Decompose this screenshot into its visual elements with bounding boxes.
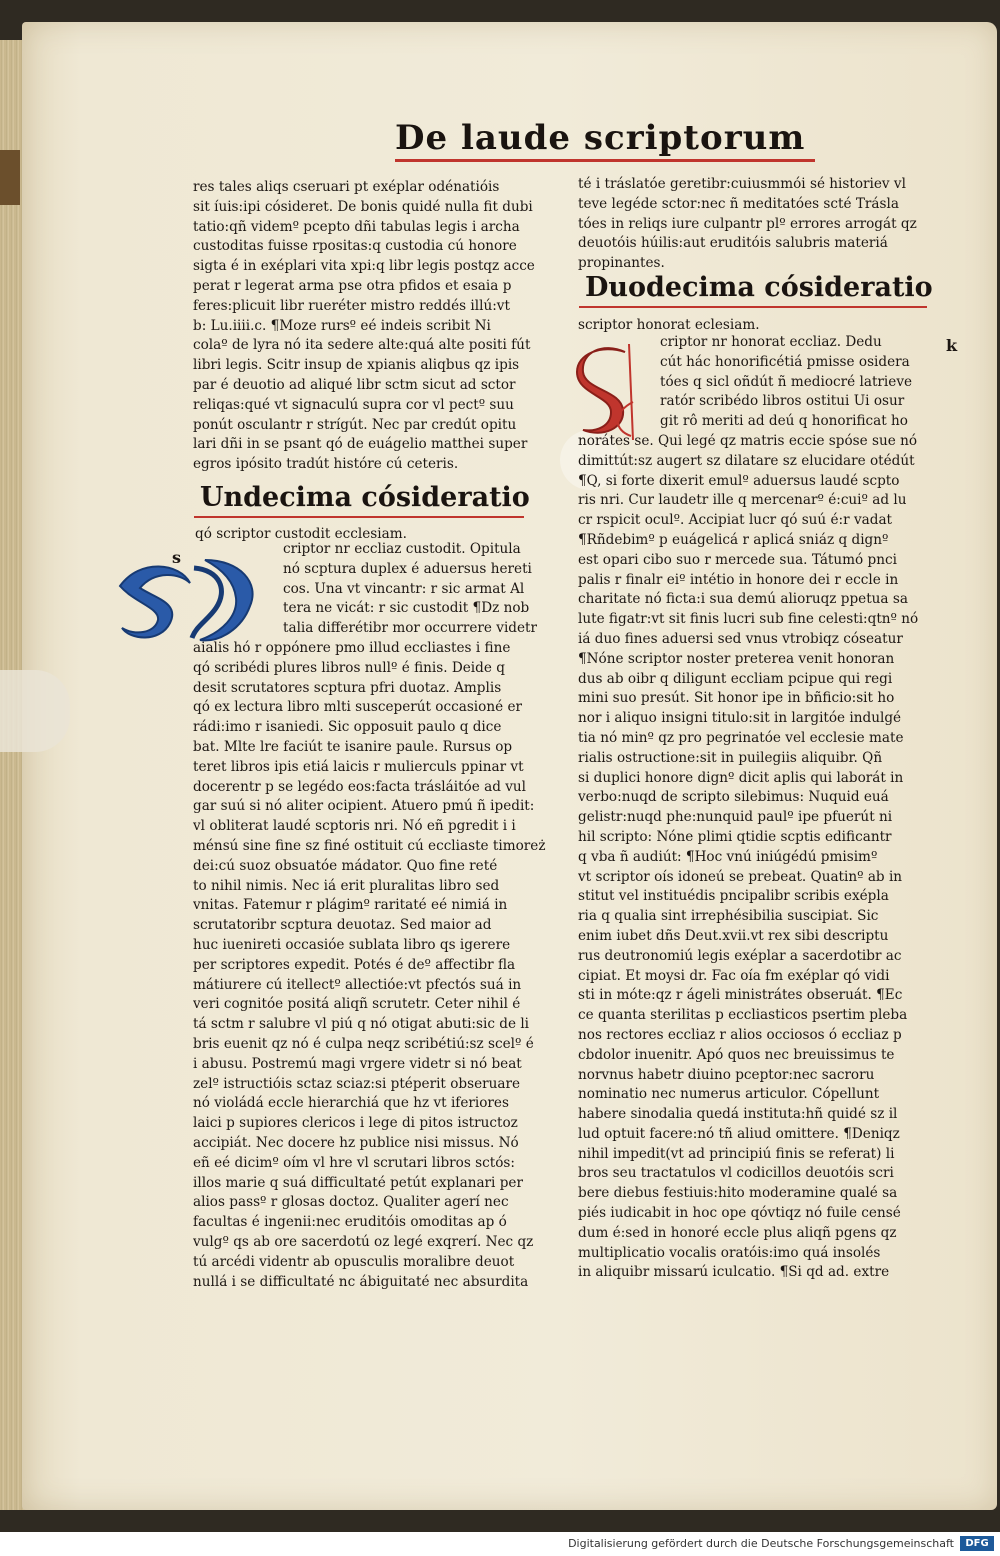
- dfg-logo-icon: DFG: [960, 1536, 994, 1551]
- text-line: illos marie q suá difficultaté petút explanari per: [193, 1174, 523, 1191]
- text-line: iá duo fines aduersi sed vnus vtrobiqz cóseatur: [578, 630, 903, 647]
- section-subtitle-text: scriptor honorat eclesiam.: [578, 317, 760, 333]
- text-line: accipiát. Nec docere hz publice nisi missus. Nó: [193, 1134, 519, 1151]
- decorated-initial-S-blue-icon: [110, 548, 270, 648]
- text-line: criptor nr eccliaz custodit. Opitula: [283, 541, 521, 557]
- text-line: nihil impedit(vt ad principiú finis se referat) li: [578, 1145, 895, 1162]
- text-line: zelº istructióis sctaz sciaz:si ptéperit obseruare: [193, 1075, 521, 1092]
- text-line: ¶Nóne scriptor noster preterea venit honoran: [578, 650, 895, 667]
- right-body-indented: [660, 333, 912, 432]
- text-line: teret libros ipis etiá laicis r mulierculs ppinar vt: [193, 758, 524, 775]
- text-line: gar suú si nó aliter ocipient. Atuero pmú ñ ipedit:: [193, 798, 535, 815]
- text-line: verbo:nuqd de scripto silebimus: Nuquid euá: [578, 789, 889, 806]
- text-line: piés iudicabit in hoc ope qóvtiqz nó fuile censé: [578, 1205, 901, 1222]
- text-line: cút hác honorificétiá pmisse osidera: [660, 353, 910, 370]
- text-line: deuotóis húilis:aut eruditóis salubris materiá: [578, 235, 888, 252]
- text-line: ponút osculantr r strígút. Nec par credút opitu: [193, 416, 517, 433]
- text-line: dei:cú suoz obsuatóe mádator. Quo fine reté: [193, 857, 498, 874]
- section-title-text: Undecima cósideratio: [200, 482, 530, 513]
- text-line: criptor nr honorat eccliaz. Dedu: [660, 334, 882, 350]
- text-line: i abusu. Postremú magi vrgere videtr si nó beat: [193, 1055, 522, 1072]
- text-line: vt scriptor oís idoneú se prebeat. Quatinº ab in: [578, 868, 903, 885]
- text-line: tera ne vicát: r sic custodit ¶Dz nob: [283, 600, 530, 617]
- text-line: res tales aliqs cseruari pt exéplar odénatióis: [193, 179, 500, 195]
- text-line: bris euenit qz nó é culpa neqz scribétiú:sz scelº é: [193, 1035, 534, 1052]
- text-line: qó ex lectura libro mlti susceperút occasioné er: [193, 699, 522, 716]
- section-subtitle-text: qó scriptor custodit ecclesiam.: [195, 526, 407, 542]
- text-line: feres:plicuit libr rueréter mistro reddés illú:vt: [193, 297, 510, 314]
- text-line: lari dñi in se psant qó de euágelio matthei super: [193, 436, 528, 453]
- text-line: est opari cibo suo r mercede sua. Tátumó pnci: [578, 551, 897, 568]
- footer-bar: [0, 1532, 1000, 1556]
- text-line: palis r finalr eiº intétio in honore dei r eccle in: [578, 571, 899, 588]
- text-line: nos rectores eccliaz r alios occiosos ó eccliaz p: [578, 1026, 902, 1043]
- text-line: talia differétibr mor occurrere videtr: [283, 620, 538, 637]
- text-line: té i tráslatóe geretibr:cuiusmmói sé historiev vl: [578, 176, 906, 192]
- text-line: custoditas fuisse rpositas:q custodia cú honore: [193, 238, 517, 255]
- text-line: sti in móte:qz r ágeli ministrátes obseruát. ¶Ec: [578, 987, 903, 1004]
- text-line: ce quanta sterilitas p eccliasticos psertim pleba: [578, 1007, 908, 1024]
- text-line: mini suo presút. Sit honor ipe in bñficio:sit ho: [578, 690, 895, 707]
- text-line: cbdolor inuenitr. Apó quos nec breuissimus te: [578, 1046, 895, 1063]
- page-clip: [0, 670, 70, 752]
- text-line: rialis ostructione:sit in puilegiis aliquibr. Qñ: [578, 749, 883, 766]
- text-line: cipiat. Et moysi dr. Fac oía fm exéplar qó vidi: [578, 967, 890, 984]
- text-line: nó violádá eccle hierarchiá que hz vt iferiores: [193, 1095, 509, 1112]
- text-line: mátiurere cú itellectº allectióe:vt pfectós suá in: [193, 976, 522, 993]
- text-line: lute figatr:vt sit finis lucri sub fine celesti:qtnº nó: [578, 611, 919, 628]
- text-line: ¶Rñdebimº p euágelicá r aplicá sniáz q dignº: [578, 531, 889, 548]
- text-line: tia nó minº qz pro pegrinatóe vel ecclesie mate: [578, 729, 904, 746]
- text-line: ria q qualia sint irrephésibilia suscipiat. Sic: [578, 908, 879, 925]
- guide-letter-s: s: [172, 548, 182, 567]
- text-line: tá sctm r salubre vl piú q nó otigat abuti:sic de li: [193, 1016, 530, 1033]
- text-line: par é deuotio ad aliqué libr sctm sicut ad sctor: [193, 376, 516, 393]
- text-line: huc iuenireti occasióe sublata libro qs igerere: [193, 936, 511, 953]
- text-line: ¶Q, si forte dixerit emulº aduersus laudé scpto: [578, 472, 900, 489]
- text-line: nor i aliquo insigni titulo:sit in largitóe indulgé: [578, 710, 902, 727]
- text-line: bere diebus festiuis:hito moderamine qualé sa: [578, 1185, 898, 1202]
- text-line: ménsú sine fine sz finé ostituit cú eccliaste timoreż: [193, 837, 546, 854]
- text-line: cos. Una vt vincantr: r sic armat Al: [283, 580, 525, 597]
- text-line: lud optuit facere:nó tñ aliud omittere. ¶Deniqz: [578, 1125, 900, 1142]
- right-column-top: [578, 175, 940, 274]
- text-line: charitate nó ficta:i sua demú alioruqz ppetua sa: [578, 591, 908, 608]
- text-line: desit scrutatores scptura pfri duotaz. Amplis: [193, 679, 502, 696]
- guide-letter-k: k: [946, 336, 958, 355]
- text-line: rádi:imo r isaniedi. Sic opposuit paulo q dice: [193, 719, 502, 736]
- text-line: tóes q sicl oñdút ñ mediocré latrieve: [660, 373, 913, 390]
- text-line: nominatio nec numerus articulor. Cópellunt: [578, 1086, 880, 1103]
- text-line: sigta é in exéplari vita xpi:q libr legis postqz acce: [193, 258, 535, 275]
- binding-strip: [0, 150, 20, 205]
- text-line: vulgº qs ab ore sacerdotú oz legé exqrerí. Nec qz: [193, 1233, 534, 1250]
- text-line: in aliquibr missarú iculcatio. ¶Si qd ad. extre: [578, 1264, 890, 1281]
- text-line: qó scribédi plures libros nullº é finis. Deide q: [193, 659, 505, 676]
- text-line: tú arcédi videntr ab opusculis moralibre deuot: [193, 1253, 515, 1270]
- text-line: teve legéde sctor:nec ñ meditatóes scté Trásla: [578, 195, 899, 212]
- text-line: norvnus habetr diuino pceptor:nec sacroru: [578, 1066, 875, 1083]
- text-line: nullá i se difficultaté nc ábiguitaté nec absurdita: [193, 1273, 529, 1290]
- rubric-underline: [194, 516, 524, 518]
- text-line: reliqas:qué vt signaculú supra cor vl pectº suu: [193, 396, 514, 413]
- rubric-underline: [579, 306, 927, 308]
- text-line: bros seu tractatulos vl codicillos deuotóis scri: [578, 1165, 894, 1182]
- text-line: scrutatoribr scptura deuotaz. Sed maior ad: [193, 917, 492, 934]
- text-line: stitut vel instituédis pncipalibr scribis exépla: [578, 888, 889, 905]
- text-line: b: Lu.iiii.c. ¶Moze rursº eé indeis scribit Ni: [193, 317, 491, 334]
- text-line: eñ eé dicimº oím vl hre vl scrutari libros sctós:: [193, 1154, 515, 1171]
- text-line: dum é:sed in honoré eccle plus aliqñ pgens qz: [578, 1224, 897, 1241]
- decorated-initial-S-red-icon: [573, 342, 639, 440]
- text-line: gelistr:nuqd phe:nunquid paulº ipe pfuerút ni: [578, 809, 893, 826]
- text-line: hil scripto: Nóne plimi qtidie scptis edificantr: [578, 828, 892, 845]
- text-line: facultas é ingenii:nec eruditóis omoditas ap ó: [193, 1214, 507, 1231]
- text-line: colaº de lyra nó ita sedere alte:quá alte positi fút: [193, 337, 531, 354]
- text-line: libri legis. Scitr insup de xpianis aliqbus qz ipis: [193, 357, 520, 374]
- text-line: bat. Mlte lre faciút te isanire paule. Rursus op: [193, 738, 513, 755]
- text-line: docerentr p se legédo eos:facta trásláitóe ad vul: [193, 778, 527, 795]
- left-section-title: [200, 482, 530, 513]
- text-line: vnitas. Fatemur r plágimº raritaté eé nimiá in: [193, 897, 508, 914]
- text-line: tóes in reliqs iure culpantr plº errores arrogát qz: [578, 215, 917, 232]
- text-line: norátes se. Qui legé qz matris eccie spóse sue nó: [578, 433, 918, 449]
- left-column-body: [193, 639, 555, 1292]
- text-line: vl obliterat laudé scptoris nri. Nó eñ pgredit i i: [193, 818, 516, 835]
- text-line: multiplicatio vocalis oratóis:imo quá insolés: [578, 1244, 881, 1261]
- text-line: egros ipósito tradút históre cú ceteris.: [193, 456, 459, 473]
- right-column-body: [578, 432, 940, 1283]
- text-line: aialis hó r oppónere pmo illud eccliastes i fine: [193, 640, 511, 656]
- text-line: si duplici honore dignº dicit aplis qui laborát in: [578, 769, 904, 786]
- text-line: sit íuis:ipi cósideret. De bonis quidé nulla fit dubi: [193, 198, 533, 215]
- text-line: dus ab oibr q diligunt eccliam pcipue qui regi: [578, 670, 893, 687]
- text-line: perat r legerat arma pse otra pfidos et esaia p: [193, 277, 512, 294]
- text-line: nó scptura duplex é aduersus hereti: [283, 560, 532, 577]
- text-line: per scriptores expedit. Potés é deº affectibr fla: [193, 956, 516, 973]
- footer-credit: Digitalisierung gefördert durch die Deutsche Forschungsgemeinschaft: [568, 1537, 954, 1550]
- text-line: q vba ñ audiút: ¶Hoc vnú iniúgédú pmisimº: [578, 848, 878, 865]
- left-column-top: [193, 178, 555, 475]
- right-section-title: [585, 272, 933, 303]
- text-line: habere sinodalia quedá instituta:hñ quidé sz il: [578, 1106, 898, 1123]
- text-line: ratór scribédo libros ostitui Ui osur: [660, 393, 905, 410]
- text-line: dimittút:sz augert sz dilatare sz elucidare otédút: [578, 452, 915, 469]
- running-title: De laude scriptorum: [395, 118, 806, 158]
- text-line: laici p supiores clericos i lege di pitos istructoz: [193, 1115, 518, 1132]
- left-body-indented: [283, 540, 537, 639]
- text-line: rus deutronomiú legis exéplar a sacerdotibr ac: [578, 947, 902, 964]
- text-line: veri cognitóe positá aliqñ scrutetr. Ceter nihil é: [193, 996, 521, 1013]
- text-line: to nihil nimis. Nec iá erit pluralitas libro sed: [193, 877, 500, 894]
- text-line: tatio:qñ videmº pcepto dñi tabulas legis i archa: [193, 218, 520, 235]
- text-line: propinantes.: [578, 255, 665, 272]
- text-line: ris nri. Cur laudetr ille q mercenarº é:cuiº ad lu: [578, 492, 907, 509]
- text-line: alios passº r glosas doctoz. Qualiter agerí nec: [193, 1194, 509, 1211]
- section-title-text: Duodecima cósideratio: [585, 272, 933, 303]
- text-line: git rô meriti ad deú q honorificat ho: [660, 413, 908, 430]
- text-line: enim iubet dñs Deut.xvii.vt rex sibi descriptu: [578, 927, 889, 944]
- text-line: cr rspicit oculº. Accipiat lucr qó suú é:r vadat: [578, 512, 893, 529]
